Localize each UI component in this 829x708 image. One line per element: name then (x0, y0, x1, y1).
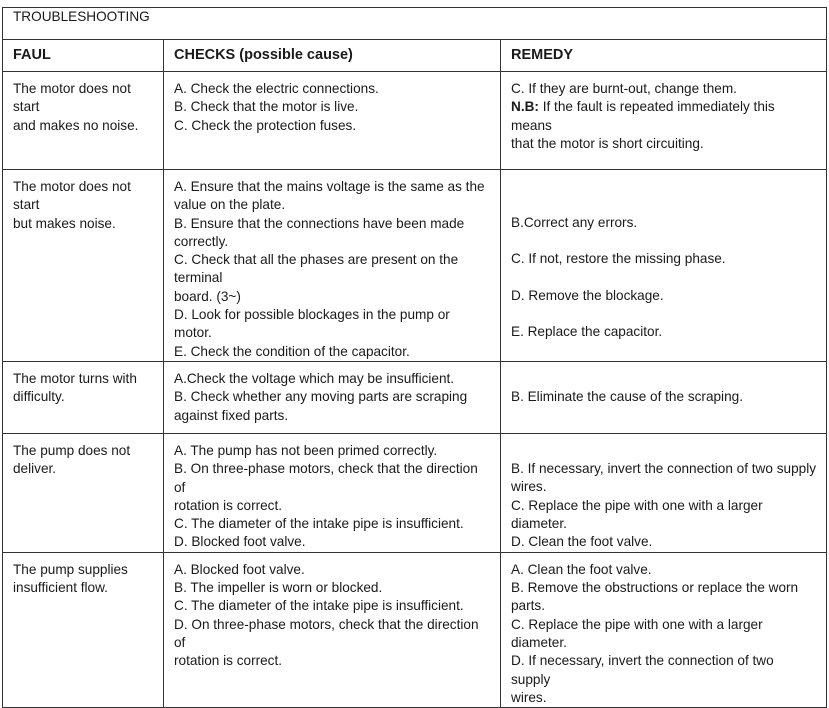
note-text: If the fault is repeated immediately this means that the motor is short circuiting. (511, 99, 775, 151)
fault-cell (3, 552, 164, 707)
fault-text: The pump does not deliver. (13, 442, 131, 477)
remedy-cell (501, 433, 827, 552)
check-item: D. On three-phase motors, check that the direction of rotation is correct. (174, 616, 479, 669)
note-label: N.B: (511, 99, 539, 115)
remedy-item: A. Clean the foot valve. (511, 561, 652, 577)
table-row (3, 433, 827, 552)
check-item: A. The pump has not been primed correctly. (174, 442, 438, 458)
check-item: A. Ensure that the mains voltage is the same as the value on the plate. (174, 179, 485, 213)
remedy-item: C. Replace the pipe with one with a larger diameter. (511, 497, 763, 531)
check-item: B. On three-phase motors, check that the direction of rotation is correct. (174, 461, 478, 513)
table-title: TROUBLESHOOTING (3, 8, 827, 40)
check-item: B. Check that the motor is live. (174, 99, 359, 115)
remedy-item: C. Replace the pipe with one with a larger diameter. (511, 616, 763, 650)
check-item: C. The diameter of the intake pipe is insufficient. (174, 598, 464, 614)
check-item: E. Check the condition of the capacitor. (174, 343, 410, 359)
fault-cell (3, 361, 164, 433)
remedy-item: D. If necessary, invert the connection of two supply wires. (511, 653, 774, 705)
fault-text: The pump supplies insufficient flow. (13, 561, 128, 596)
check-item: D. Blocked foot valve. (174, 534, 306, 550)
fault-cell (3, 170, 164, 362)
remedy-item: C. If they are burnt-out, change them. (511, 81, 737, 96)
remedy-item: C. If not, restore the missing phase. (511, 251, 726, 267)
checks-cell (164, 433, 501, 552)
remedy-item: B. If necessary, invert the connection of two supply wires. (511, 460, 817, 495)
checks-cell (164, 72, 501, 170)
check-item: B. The impeller is worn or blocked. (174, 580, 383, 596)
remedy-note (511, 98, 816, 153)
fault-cell (3, 72, 164, 170)
header-row (3, 40, 827, 72)
checks-cell (164, 170, 501, 362)
table-row (3, 552, 827, 707)
remedy-cell (501, 552, 827, 707)
remedy-item: D. Clean the foot valve. (511, 534, 653, 550)
checks-cell (164, 552, 501, 707)
check-item: C. Check that all the phases are present on the terminal board. (3~) (174, 252, 459, 304)
check-item: A. Blocked foot valve. (174, 561, 305, 577)
fault-cell (3, 433, 164, 552)
remedy-item: E. Replace the capacitor. (511, 323, 663, 339)
header-checks: CHECKS (possible cause) (164, 40, 501, 72)
checks-cell (164, 361, 501, 433)
header-fault: FAUL (3, 40, 164, 72)
fault-text: The motor does not start but makes noise. (13, 179, 131, 231)
check-item: D. Look for possible blockages in the pump or motor. (174, 307, 450, 341)
check-item: B. Check whether any moving parts are scraping against fixed parts. (174, 389, 468, 423)
remedy-item: B. Remove the obstructions or replace the worn parts. (511, 580, 799, 614)
remedy-cell (501, 361, 827, 433)
remedy-cell (501, 72, 827, 170)
remedy-cell (501, 170, 827, 362)
check-item: B. Ensure that the connections have been made correctly. (174, 215, 465, 249)
check-item: C. Check the protection fuses. (174, 117, 357, 133)
troubleshooting-table (2, 7, 827, 708)
check-item: C. The diameter of the intake pipe is insufficient. (174, 516, 464, 532)
header-remedy: REMEDY (501, 40, 827, 72)
check-item: A.Check the voltage which may be insufficient. (174, 370, 455, 386)
remedy-item: D. Remove the blockage. (511, 287, 664, 303)
fault-text: The motor does not start and makes no noise. (13, 81, 139, 133)
table-row (3, 72, 827, 170)
table-row (3, 170, 827, 362)
table-row (3, 361, 827, 433)
remedy-item: B.Correct any errors. (511, 215, 638, 230)
remedy-item: B. Eliminate the cause of the scraping. (511, 388, 743, 404)
check-item: A. Check the electric connections. (174, 81, 379, 96)
fault-text: The motor turns with difficulty. (13, 370, 137, 405)
